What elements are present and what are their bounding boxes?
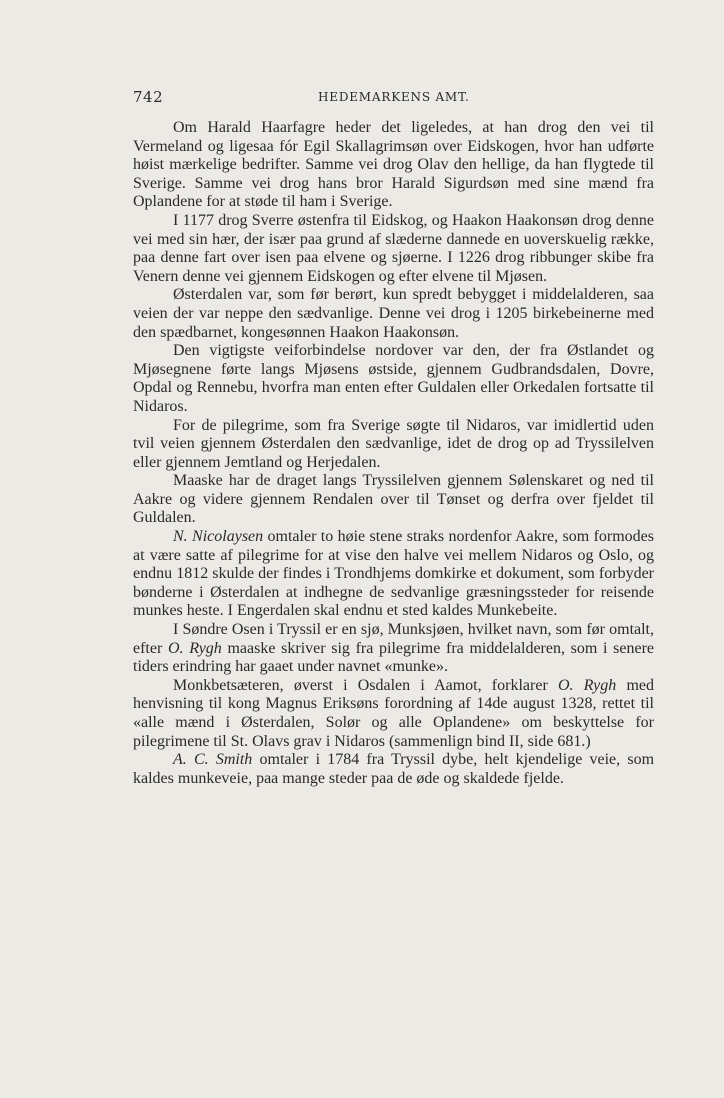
paragraph: Om Harald Haarfagre heder det ligeledes, at han drog den vei til Vermeland og ligesaa fór Egil Skallagrimsøn over Eidskogen, hvor han udførte høist mærkelige bedrifter. Samme vei drog Olav den hellige, da han flygtede til Sverige. Samme vei drog hans bror Harald Sigurdsøn med sine mænd fra Oplandene for at støde til ham i Sverige.	[133, 119, 654, 211]
paragraph: Østerdalen var, som før berørt, kun spredt bebygget i middelalderen, saa veien der var neppe den sædvanlige. Denne vei drog i 1205 birkebeinerne med den spædbarnet, kongesønnen Haakon Haakonsøn.	[133, 286, 654, 341]
paragraph: Den vigtigste veiforbindelse nordover var den, der fra Østlandet og Mjøsegnene førte langs Mjøsens østside, gjennem Gudbrandsdalen, Dovre, Opdal og Rennebu, hvorfra man enten efter Guldalen eller Orkedalen fortsatte til Nidaros.	[133, 342, 654, 415]
body-text	[133, 119, 654, 788]
page-number: 742	[133, 88, 164, 106]
paragraph: A. C. Smith omtaler i 1784 fra Tryssil dybe, helt kjendelige veie, som kaldes munkeveie, paa mange steder paa de øde og skaldede fjelde.	[133, 751, 655, 787]
author-name: O. Rygh	[167, 639, 222, 657]
paragraph: I 1177 drog Sverre østenfra til Eidskog, og Haakon Haakonsøn drog denne vei med sin hær, der især paa grund af slæderne dannede en uoverskuelig række, paa denne fart over isen paa elvene og sjøerne. I 1226 drog ribbunger skibe fra Venern denne vei gjennem Eidskogen og efter elvene til Mjøsen.	[133, 211, 654, 285]
author-name: A. C. Smith	[173, 751, 253, 769]
paragraph: Monkbetsæteren, øverst i Osdalen i Aamot, forklarer O. Rygh med henvisning til kong Magnus Eriksøns forordning af 14de august 1328, rettet til «alle mænd i Østerdalen, Solør og alle Oplandene» om beskyttelse for pilegrimene til St. Olavs grav i Nidaros (sammenlign bind II, side 681.)	[133, 676, 655, 750]
paragraph: For de pilegrime, som fra Sverige søgte til Nidaros, var imidlertid uden tvil veien gjennem Østerdalen den sædvanlige, idet de drog op ad Tryssilelven eller gjennem Jemtland og Herjedalen.	[133, 416, 654, 471]
author-name: N. Nicolaysen	[173, 528, 264, 546]
paragraph: I Søndre Osen i Tryssil er en sjø, Munksjøen, hvilket navn, som før omtalt, efter O. Rygh maaske skriver sig fra pilegrime fra middelalderen, som i senere tiders erindring har gaaet under navnet «munke».	[133, 621, 654, 676]
author-name: O. Rygh	[557, 676, 617, 694]
page-header	[133, 88, 654, 108]
paragraph: N. Nicolaysen omtaler to høie stene straks nordenfor Aakre, som formodes at være satte af pilegrime for at vise den halve vei mellem Nidaros og Oslo, og endnu 1812 skulde der findes i Trondhjems domkirke et dokument, som forbyder bønderne i Østerdalen at indhegne de sedvanlige græsningssteder for reisende munkes heste. I Engerdalen skal endnu et sted kaldes Munkebeite.	[133, 528, 655, 620]
running-title: HEDEMARKENS AMT.	[318, 90, 470, 104]
paragraph: Maaske har de draget langs Tryssilelven gjennem Sølenskaret og ned til Aakre og videre gjennem Rendalen over til Tønset og derfra over fjeldet til Guldalen.	[133, 472, 654, 527]
